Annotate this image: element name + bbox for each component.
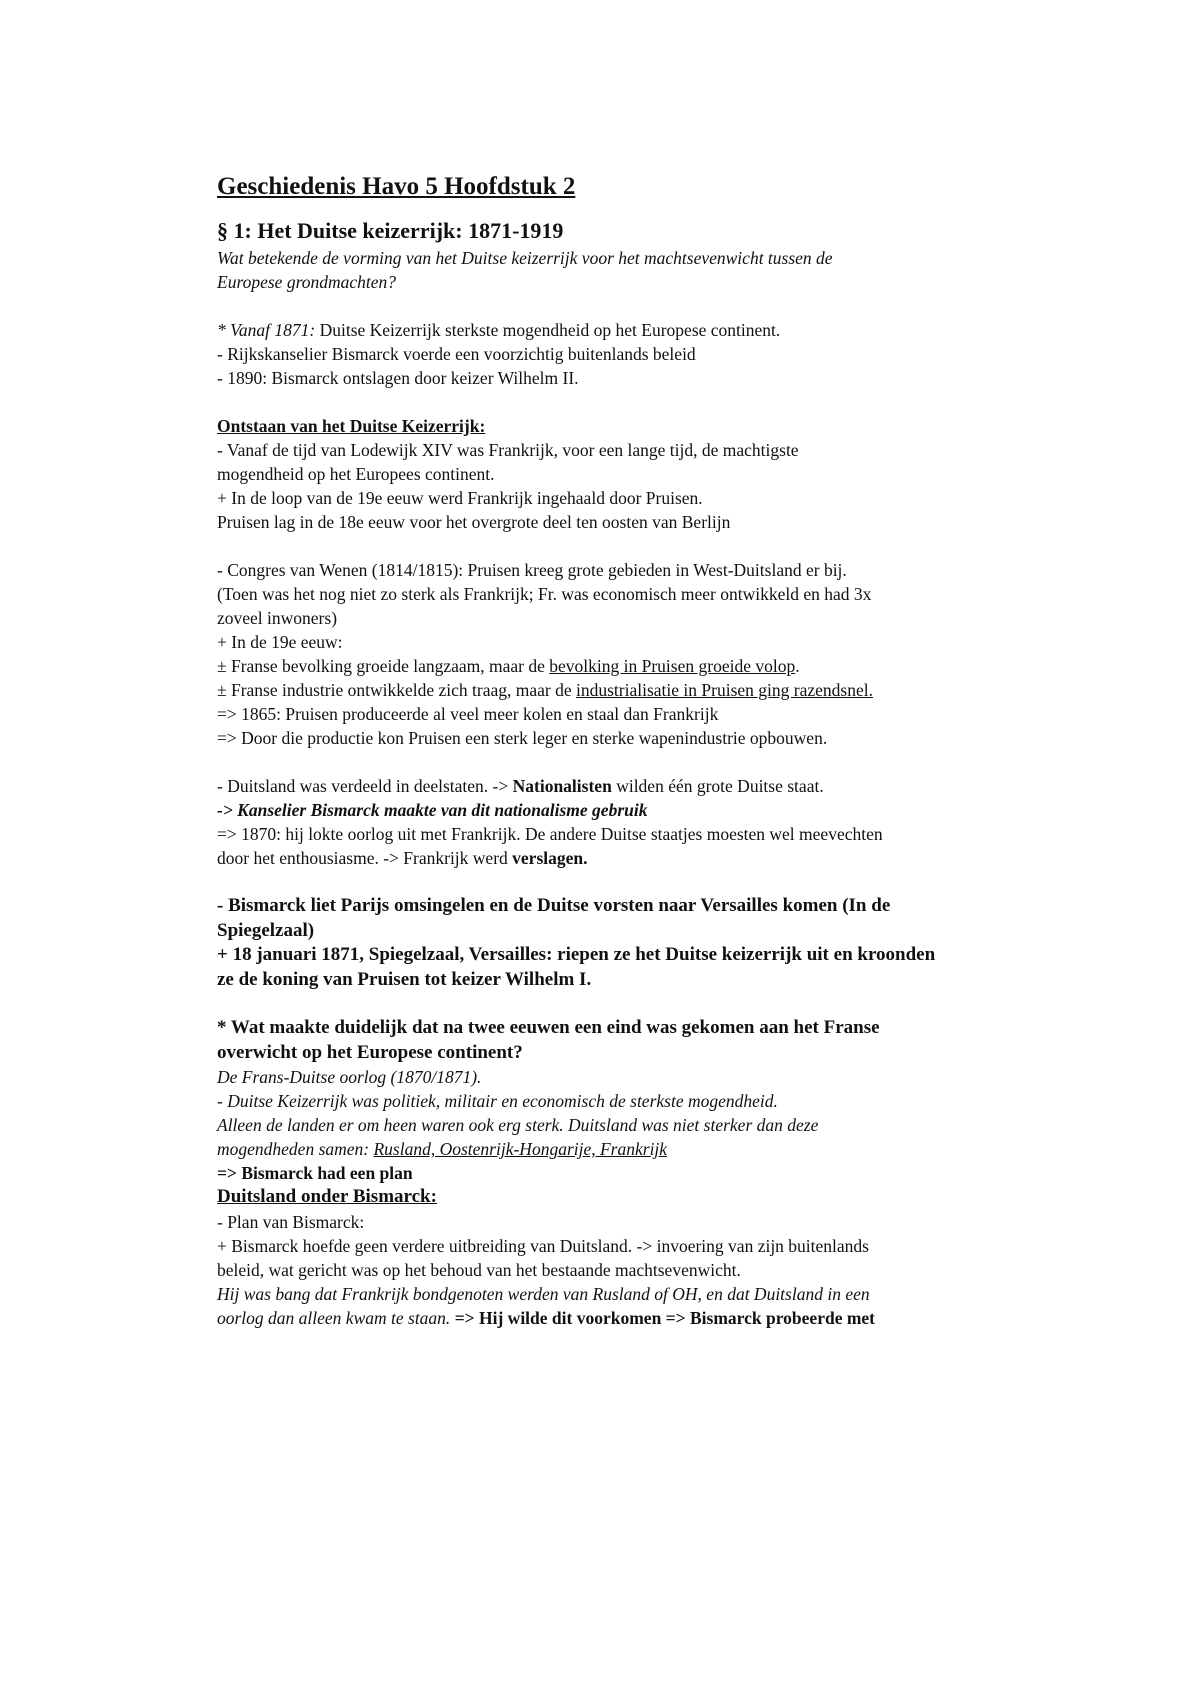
- text-line: De Frans-Duitse oorlog (1870/1871).: [217, 1067, 482, 1087]
- text-line: - Plan van Bismarck:: [217, 1211, 365, 1232]
- text-line: - Rijkskanselier Bismarck voerde een voorzichtig buitenlands beleid: [217, 344, 696, 364]
- subheading: Duitsland onder Bismarck:: [217, 1186, 437, 1207]
- text-line: beleid, wat gericht was op het behoud van het bestaande machtsevenwicht.: [217, 1259, 741, 1280]
- section-question: Wat betekende de vorming van het Duitse keizerrijk voor het machtsevenwicht tussen de: [217, 248, 833, 268]
- text-line: ± Franse bevolking groeide langzaam, maar de bevolking in Pruisen groeide volop.: [217, 656, 800, 676]
- text-line: door het enthousiasme. -> Frankrijk werd verslagen.: [217, 848, 588, 868]
- text-line: + In de loop van de 19e eeuw werd Frankrijk ingehaald door Pruisen.: [217, 488, 703, 508]
- text-line: zoveel inwoners): [217, 608, 338, 628]
- section-heading: § 1: Het Duitse keizerrijk: 1871-1919: [217, 218, 564, 243]
- text-line: - Congres van Wenen (1814/1815): Pruisen kreeg grote gebieden in West-Duitsland er bij.: [217, 560, 847, 580]
- text-line: oorlog dan alleen kwam te staan. => Hij wilde dit voorkomen => Bismarck probeerde met: [217, 1307, 876, 1328]
- text-line: - Vanaf de tijd van Lodewijk XIV was Frankrijk, voor een lange tijd, de machtigste: [217, 440, 799, 460]
- text-line: => 1870: hij lokte oorlog uit met Frankrijk. De andere Duitse staatjes moesten wel meevechten: [217, 824, 883, 844]
- text-line: Hij was bang dat Frankrijk bondgenoten werden van Rusland of OH, en dat Duitsland in een: [217, 1283, 870, 1304]
- section-question: Europese grondmachten?: [217, 272, 397, 292]
- text-line: + 18 januari 1871, Spiegelzaal, Versailles: riepen ze het Duitse keizerrijk uit en kroonden: [217, 944, 936, 965]
- text-line: Spiegelzaal): [217, 919, 315, 941]
- text-line: * Vanaf 1871: Duitse Keizerrijk sterkste mogendheid op het Europese continent.: [217, 320, 781, 340]
- text-line: + In de 19e eeuw:: [217, 632, 343, 652]
- document-title: Geschiedenis Havo 5 Hoofdstuk 2: [217, 173, 576, 200]
- subheading: Ontstaan van het Duitse Keizerrijk:: [217, 416, 486, 436]
- text-line: - Bismarck liet Parijs omsingelen en de Duitse vorsten naar Versailles komen (In de: [217, 895, 891, 916]
- text-line: - Duitse Keizerrijk was politiek, militair en economisch de sterkste mogendheid.: [217, 1091, 778, 1111]
- text-line: + Bismarck hoefde geen verdere uitbreiding van Duitsland. -> invoering van zijn buitenlands: [217, 1235, 869, 1256]
- text-line: mogendheden samen: Rusland, Oostenrijk-Hongarije, Frankrijk: [217, 1139, 668, 1159]
- text-line: ± Franse industrie ontwikkelde zich traag, maar de industrialisatie in Pruisen ging razendsnel.: [217, 680, 873, 700]
- text-line: - Duitsland was verdeeld in deelstaten. -> Nationalisten wilden één grote Duitse staat.: [217, 776, 824, 796]
- question-line: overwicht op het Europese continent?: [217, 1041, 523, 1063]
- text-line: -> Kanselier Bismarck maakte van dit nationalisme gebruik: [217, 800, 648, 820]
- document-page: [217, 170, 1017, 1330]
- text-line: => 1865: Pruisen produceerde al veel meer kolen en staal dan Frankrijk: [217, 704, 719, 724]
- text-line: (Toen was het nog niet zo sterk als Frankrijk; Fr. was economisch meer ontwikkeld en had 3x: [217, 584, 872, 604]
- text-line: Pruisen lag in de 18e eeuw voor het overgrote deel ten oosten van Berlijn: [217, 512, 731, 532]
- text-line: ze de koning van Pruisen tot keizer Wilhelm I.: [217, 968, 592, 990]
- text-line: => Bismarck had een plan: [217, 1163, 413, 1183]
- text-line: => Door die productie kon Pruisen een sterk leger en sterke wapenindustrie opbouwen.: [217, 728, 828, 748]
- text-line: - 1890: Bismarck ontslagen door keizer Wilhelm II.: [217, 368, 579, 388]
- question-line: * Wat maakte duidelijk dat na twee eeuwen een eind was gekomen aan het Franse: [217, 1017, 880, 1038]
- text-line: mogendheid op het Europees continent.: [217, 464, 495, 484]
- text-line: Alleen de landen er om heen waren ook erg sterk. Duitsland was niet sterker dan deze: [217, 1115, 819, 1135]
